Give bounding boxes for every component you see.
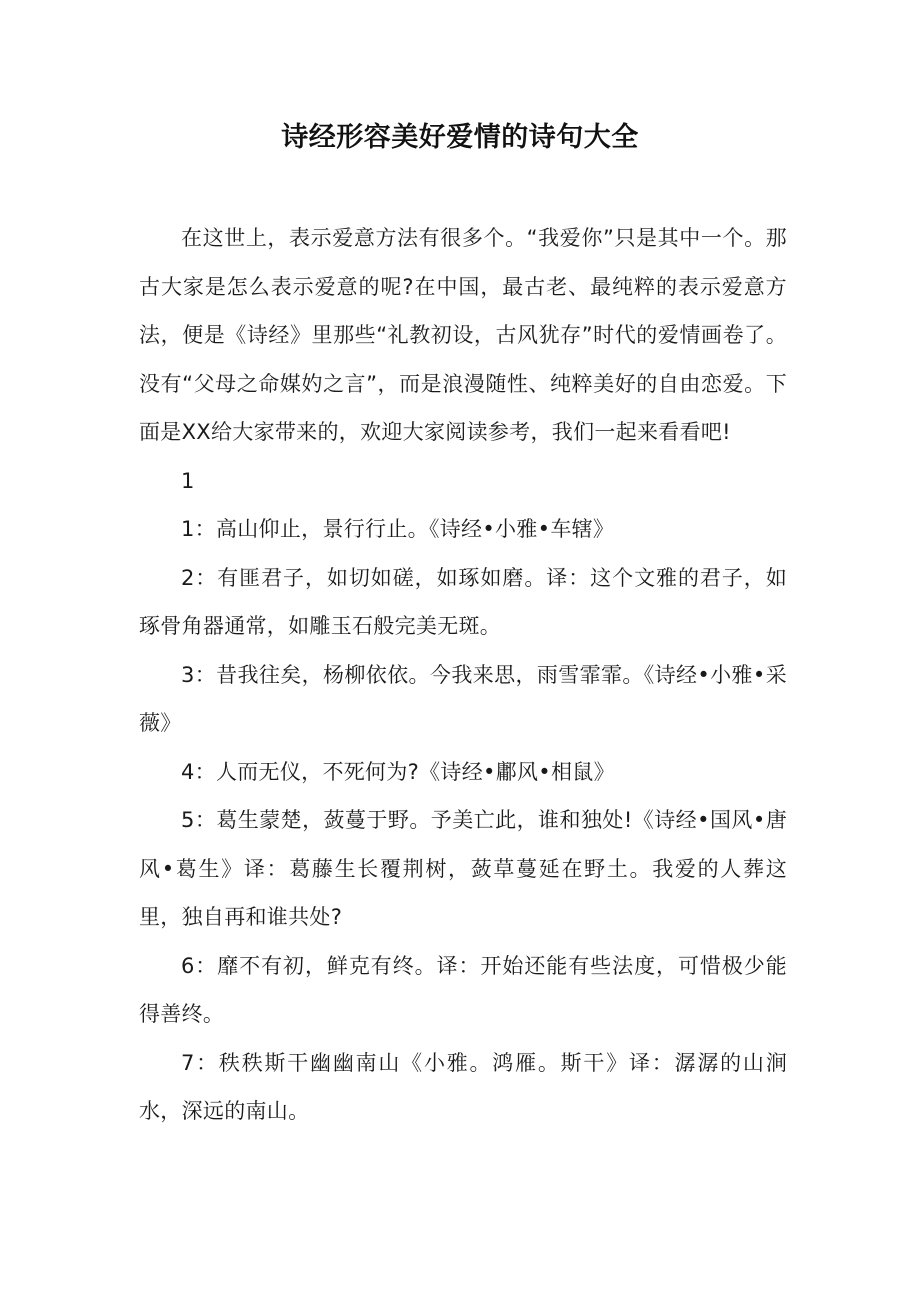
document-body (139, 214, 787, 1136)
intro-paragraph: 在这世上，表示爱意方法有很多个。“我爱你”只是其中一个。那古大家是怎么表示爱意的呢?在中国，最古老、最纯粹的表示爱意方法，便是《诗经》里那些“礼教初设，古风犹存”时代的爱情画卷了。没有“父母之命媒妁之言”，而是浪漫随性、纯粹美好的自由恋爱。下面是XX给大家带来的，欢迎大家阅读参考，我们一起来看看吧! (139, 226, 787, 444)
poem-line-7: 7：秩秩斯干幽幽南山《小雅。鸿雁。斯干》译：潺潺的山涧水，深远的南山。 (139, 1050, 787, 1123)
poem-line-4: 4：人而无仪，不死何为?《诗经•鄘风•相鼠》 (181, 759, 615, 784)
poem-line-1: 1：高山仰止，景行行止。《诗经•小雅•车辖》 (181, 517, 615, 541)
poem-line-3: 3：昔我往矣，杨柳依依。今我来思，雨雪霏霏。《诗经•小雅•采薇》 (139, 662, 787, 735)
document-title: 诗经形容美好爱情的诗句大全 (281, 122, 639, 153)
poem-line-6: 6：靡不有初，鲜克有终。译：开始还能有些法度，可惜极少能得善终。 (139, 953, 787, 1026)
poem-line-5: 5：葛生蒙楚，蔹蔓于野。予美亡此，谁和独处!《诗经•国风•唐风•葛生》译：葛藤生长覆荆树，蔹草蔓延在野土。我爱的人葬这里，独自再和谁共处? (139, 808, 787, 929)
section-number: 1 (181, 468, 195, 493)
poem-line-2: 2：有匪君子，如切如磋，如琢如磨。译：这个文雅的君子，如琢骨角器通常，如雕玉石般完美无斑。 (139, 565, 787, 638)
